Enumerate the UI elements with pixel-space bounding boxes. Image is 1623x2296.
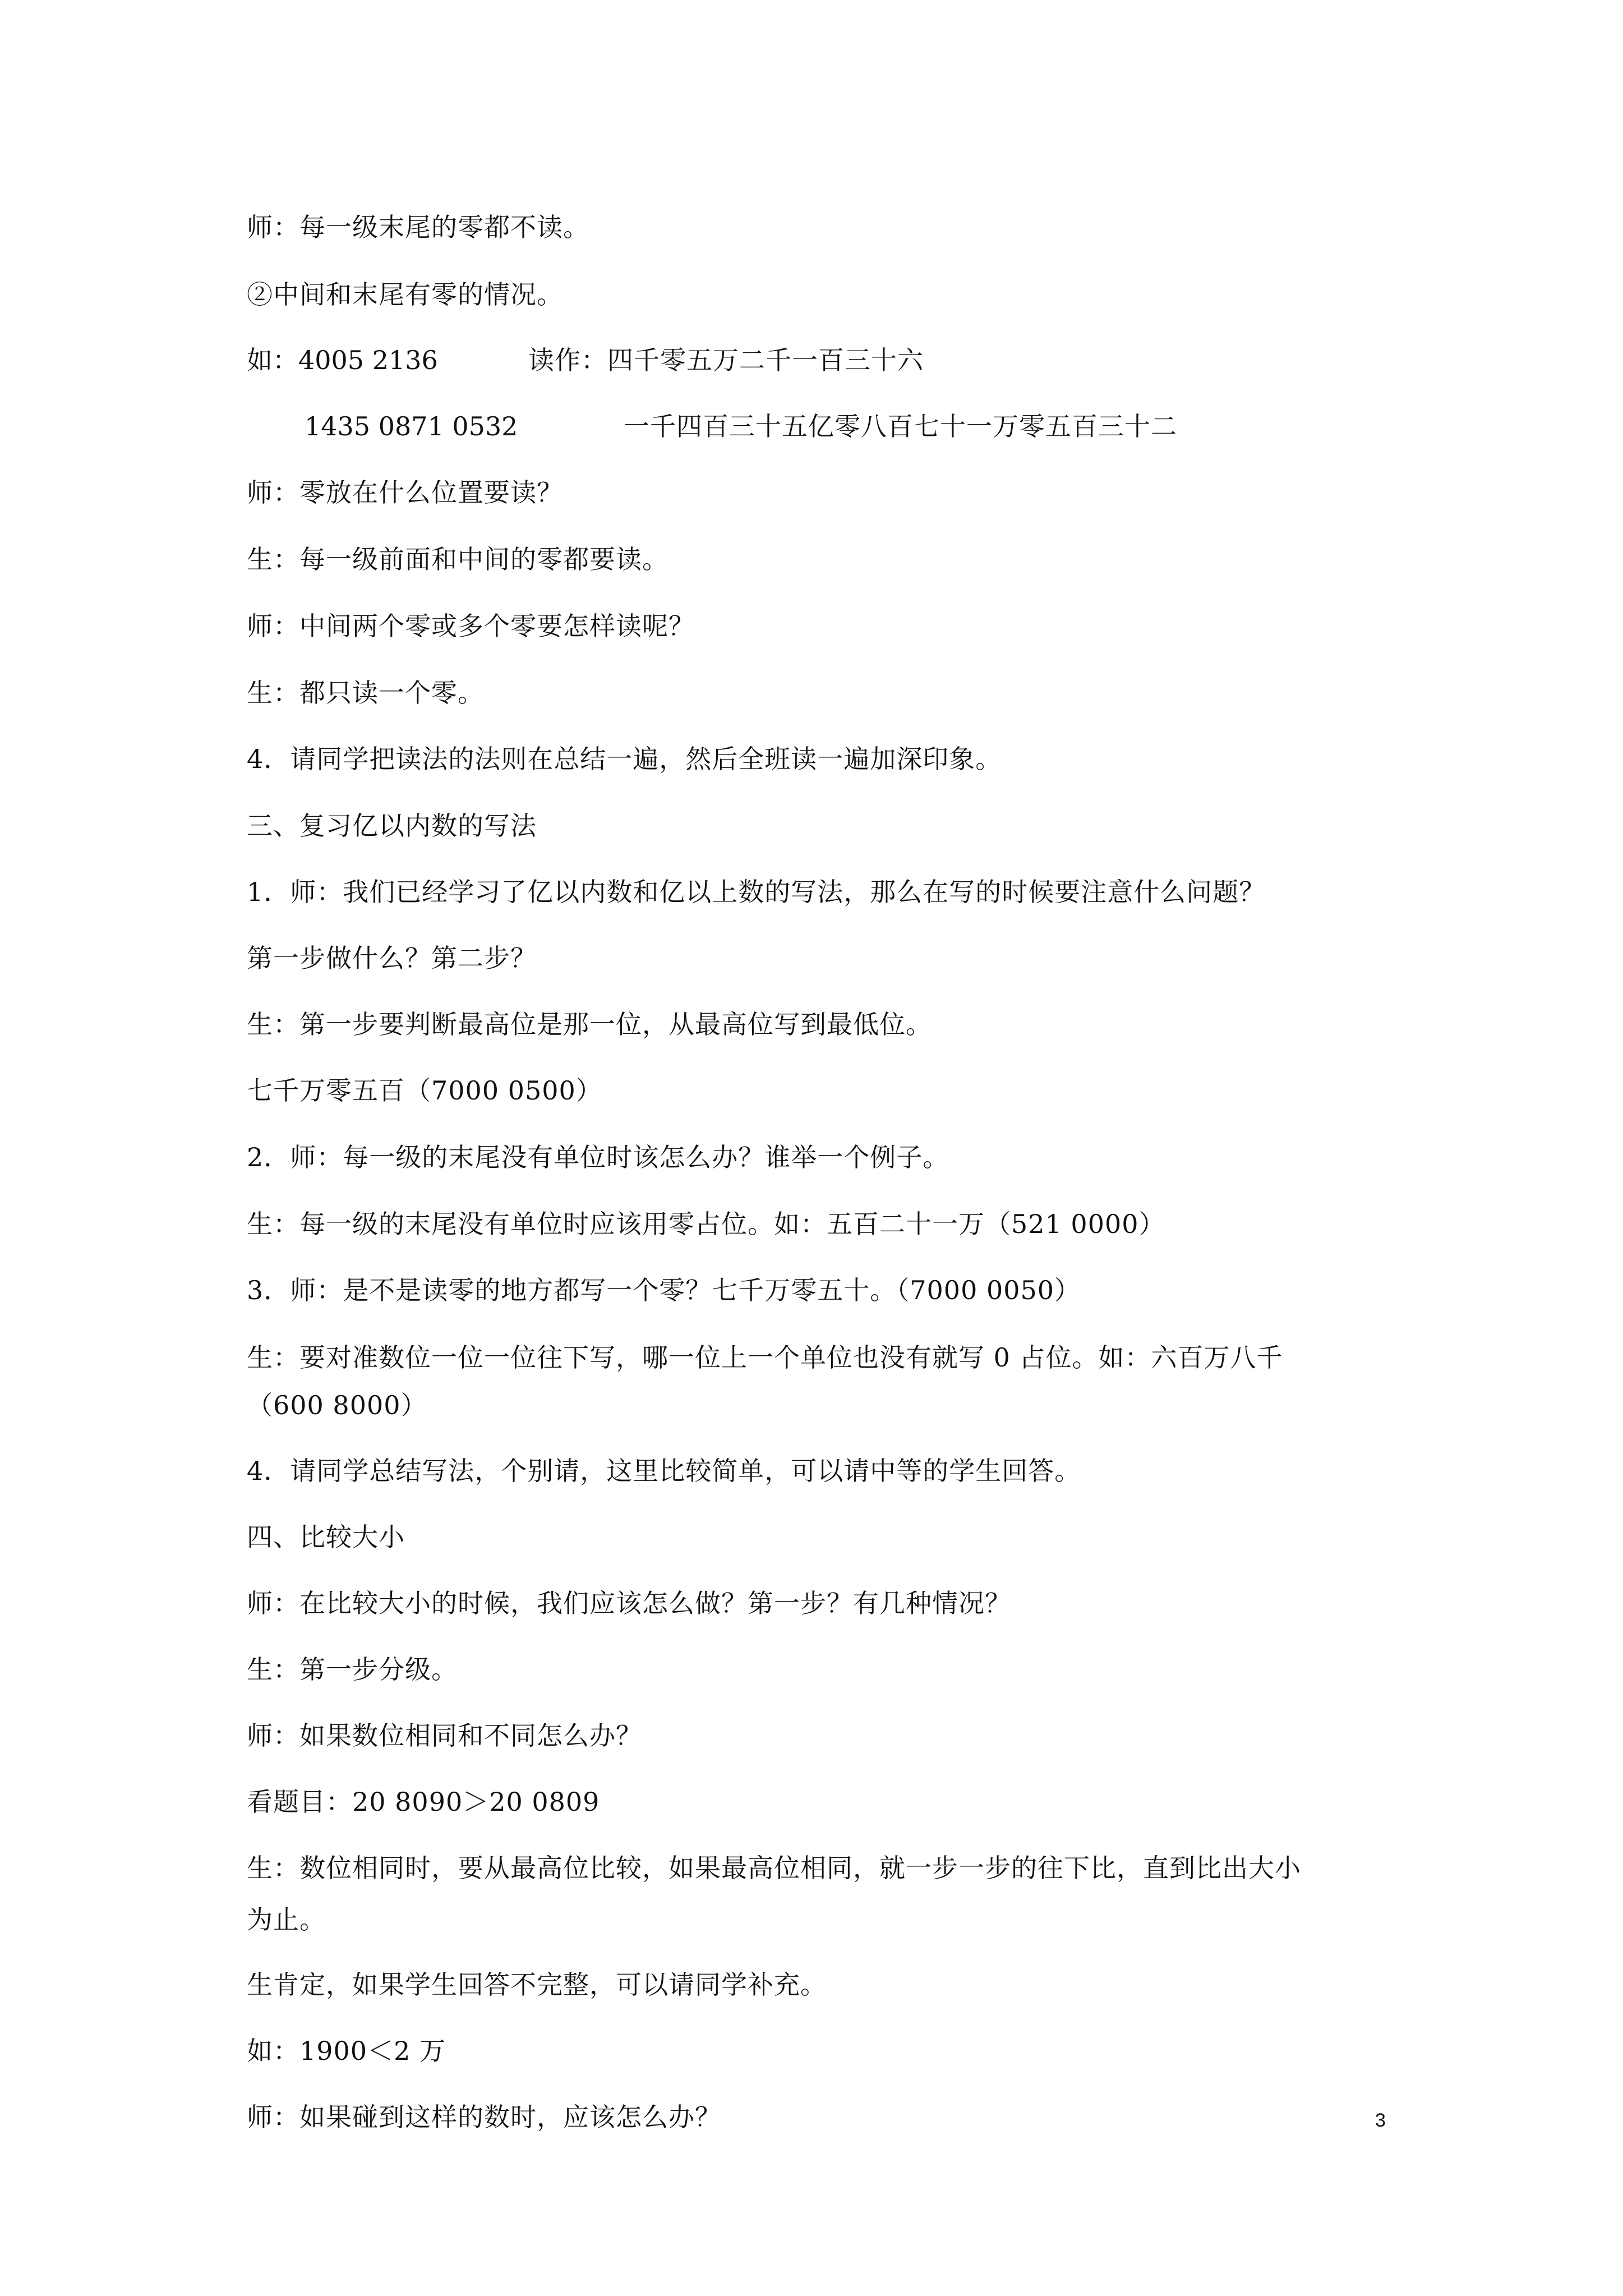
text-line: 师：如果碰到这样的数时，应该怎么办？ — [247, 2102, 721, 2132]
section-heading: 三、复习亿以内数的写法 — [247, 811, 537, 841]
text-line: 生：每一级前面和中间的零都要读。 — [247, 544, 668, 574]
text-line: 为止。 — [247, 1904, 326, 1935]
text-line: 4．请同学总结写法，个别请，这里比较简单，可以请中等的学生回答。 — [247, 1456, 1081, 1486]
section-heading: 四、比较大小 — [247, 1522, 405, 1552]
text-line: 师：在比较大小的时候，我们应该怎么做？第一步？有几种情况？ — [247, 1588, 1011, 1618]
text-line: 七千万零五百（7000 0500） — [247, 1075, 602, 1106]
text-line: 2．师：每一级的末尾没有单位时该怎么办？谁举一个例子。 — [247, 1142, 949, 1172]
text-line: 师：中间两个零或多个零要怎样读呢？ — [247, 611, 695, 641]
example-reading: 一千四百三十五亿零八百七十一万零五百三十二 — [624, 411, 1177, 441]
text-line: ②中间和末尾有零的情况。 — [247, 279, 563, 310]
text-line: 师：零放在什么位置要读？ — [247, 477, 563, 508]
example-reading: 读作：四千零五万二千一百三十六 — [528, 345, 924, 375]
text-line: 师：如果数位相同和不同怎么办？ — [247, 1720, 642, 1751]
text-line: 生：数位相同时，要从最高位比较，如果最高位相同，就一步一步的往下比，直到比出大小 — [247, 1853, 1301, 1883]
text-line: 师：每一级末尾的零都不读。 — [247, 212, 589, 242]
text-line: 3．师：是不是读零的地方都写一个零？七千万零五十。（7000 0050） — [247, 1275, 1081, 1305]
text-line: 生：都只读一个零。 — [247, 678, 484, 708]
example-number: 1435 0871 0532 — [305, 411, 518, 441]
page-number: 3 — [1375, 2110, 1386, 2131]
text-line: 看题目：20 8090＞20 0809 — [247, 1787, 600, 1817]
example-number: 如：4005 2136 — [247, 345, 438, 375]
text-line: （600 8000） — [247, 1390, 427, 1420]
text-line: 第一步做什么？第二步？ — [247, 943, 537, 973]
text-line: 生肯定，如果学生回答不完整，可以请同学补充。 — [247, 1970, 827, 2000]
text-line: 4．请同学把读法的法则在总结一遍，然后全班读一遍加深印象。 — [247, 744, 1002, 774]
text-line: 生：每一级的末尾没有单位时应该用零占位。如：五百二十一万（521 0000） — [247, 1209, 1165, 1239]
text-line: 生：要对准数位一位一位往下写，哪一位上一个单位也没有就写 0 占位。如：六百万八千 — [247, 1342, 1283, 1373]
text-line: 1．师：我们已经学习了亿以内数和亿以上数的写法，那么在写的时候要注意什么问题？ — [247, 877, 1266, 907]
text-line: 生：第一步要判断最高位是那一位，从最高位写到最低位。 — [247, 1009, 932, 1039]
text-line: 生：第一步分级。 — [247, 1654, 458, 1685]
text-line: 如：1900＜2 万 — [247, 2036, 446, 2066]
